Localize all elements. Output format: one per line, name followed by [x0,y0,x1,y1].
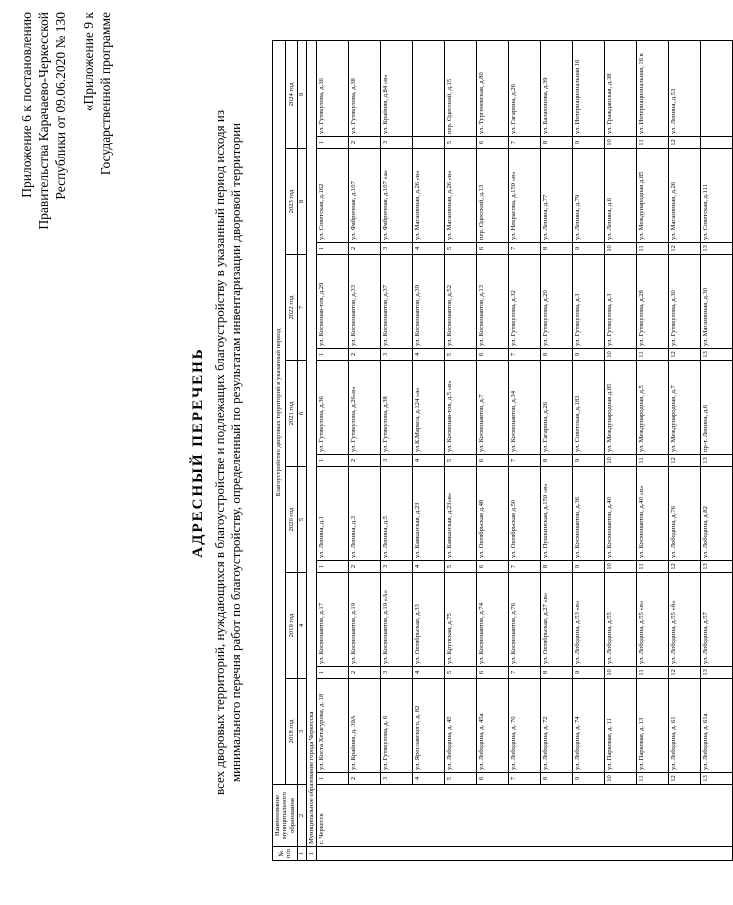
address-cell: ул. Космонавтов, д.13 [477,255,509,349]
item-number: 7 [509,243,541,255]
address-cell: ул. Лободина, д.76 [669,467,701,561]
item-number: 12 [669,349,701,361]
address-cell: ул. Парковая, д. 11 [605,679,637,773]
item-number: 4 [413,667,445,679]
address-cell: ул. Ленина, д.5 [381,467,413,561]
header-year: 2024 год [285,40,298,148]
address-cell: ул. Октябрьская, д.27 «в» [541,573,573,667]
row-number: 1 [306,847,316,861]
item-number: 3 [381,667,413,679]
table-row [541,40,573,860]
address-cell: ул. Гутякулова, д.32 [509,255,541,349]
address-cell: ул. Ленина, д.6 [605,149,637,243]
address-cell: пер. Одесский, д.15 [445,40,477,136]
address-cell: ул. Магазинная, д.26 [669,149,701,243]
address-cell: ул. Космонавтов, д.40 «в» [637,467,669,561]
address-cell: ул. Космонавтов, д.76 [509,573,541,667]
item-number: 13 [701,561,733,573]
address-cell: ул. Гутякулова, д.26«в» [349,361,381,455]
address-cell: ул. Лободина, д. 61а [701,679,733,773]
address-cell: ул. Космонавтов, д.34 [509,361,541,455]
address-cell: ул. Магазинная, д.30 [701,255,733,349]
address-cell: ул. Международная д.85 [637,149,669,243]
address-cell: ул. Кавказская, д.23«в» [445,467,477,561]
item-number: 8 [541,349,573,361]
item-number: 4 [413,455,445,467]
header-year: 2023 год [285,149,298,255]
address-cell: ул. Космонавтов, д.74 [477,573,509,667]
index-cell: 8 [298,149,306,255]
municipality-row [306,40,316,860]
row-number-empty [317,847,733,861]
address-cell: ул. Ленина, д.79 [573,149,605,243]
address-cell: ул. Лободина, д.57 [701,573,733,667]
address-cell: ул. Октябрьская д.50 [509,467,541,561]
item-number: 3 [381,243,413,255]
item-number: 2 [349,137,381,149]
item-number: 2 [349,773,381,785]
address-cell: ул. Лободина, д.55 «в» [637,573,669,667]
address-cell: ул. Лободина, д. 45 [445,679,477,773]
address-cell: ул. Коста Хетагурова, д. 18 [317,679,349,773]
item-number: 5 [445,667,477,679]
index-cell: 4 [298,573,306,679]
item-number: 3 [381,561,413,573]
header-number: № п/п [273,847,298,861]
address-cell: ул. Космонавтов, д.33 [349,255,381,349]
item-number: 4 [413,349,445,361]
address-cell: ул. Магазинная, д.26 «в» [445,149,477,243]
address-cell: ул. Гутякулова, д.20 [541,255,573,349]
item-number: 6 [477,455,509,467]
address-cell: ул. Международная, д.7 [669,361,701,455]
item-number: 3 [381,773,413,785]
address-cell: ул. Гутякулова, д. 6 [381,679,413,773]
header-line: Приложение 6 к постановлению [19,12,34,198]
table-row [477,40,509,860]
address-cell: ул. Гутякулова, д.28 [637,255,669,349]
table-row [381,40,413,860]
item-number: 11 [637,561,669,573]
address-cell: ул. Лободина, д. 70 [509,679,541,773]
item-number: 8 [541,667,573,679]
item-number: 9 [573,349,605,361]
address-cell: ул. Ленина, д.1 [317,467,349,561]
address-cell: ул. Международная д.85 [605,361,637,455]
item-number: 1 [317,243,349,255]
address-cell: ул. Гутякулова, д.3 [605,255,637,349]
item-number: 10 [605,667,637,679]
address-cell: ул. Лободина, д. 61 [669,679,701,773]
item-number: 13 [701,667,733,679]
address-cell: ул. Гутякулова, д.36 [317,361,349,455]
item-number: 8 [541,137,573,149]
address-cell: ул. Гутякулова, д.38 [349,40,381,136]
decree-header [18,12,69,230]
address-cell: ул. Космонавтов, д.19 [349,573,381,667]
index-cell: 7 [298,255,306,361]
address-cell: ул. Гутякулова, д.3 [573,255,605,349]
item-number: 7 [509,349,541,361]
item-number: 11 [637,667,669,679]
item-number: 11 [637,349,669,361]
address-cell: ул. Космонавтов, д.36 [573,467,605,561]
index-row [298,40,306,860]
address-cell: ул. Октябрьская д.48 [477,467,509,561]
address-cell: ул. Пушкинская, д.159 «в» [541,467,573,561]
address-cell: ул. Октябрьская, д.33 [413,573,445,667]
header-year: 2020 год [285,467,298,573]
table-row [413,40,445,860]
item-number: 8 [541,773,573,785]
item-number: 10 [605,137,637,149]
address-cell: ул. Тургеневская, д.80 [477,40,509,136]
address-table [272,40,733,861]
item-number: 7 [509,773,541,785]
address-cell: ул. Гражданская, д.38 [605,40,637,136]
address-cell: ул. Лободина, д. 45а [477,679,509,773]
address-cell: ул. Лободина, д. 72 [541,679,573,773]
header-row [273,40,286,860]
header-line: «Приложение 9 к [81,12,96,112]
address-cell: ул. Космонав-тов, д.5 «в» [445,361,477,455]
item-number: 9 [573,667,605,679]
address-cell: ул. Лободина, д.53 «в» [573,573,605,667]
document-title: АДРЕСНЫЙ ПЕРЕЧЕНЬ [190,347,206,558]
item-number: 10 [605,349,637,361]
item-number: 3 [381,455,413,467]
address-cell: ул. Фабричная, д.107 «а» [381,149,413,243]
item-number: 8 [541,243,573,255]
address-cell: ул. Лободина, д.82 [701,467,733,561]
address-cell: ул. Космонавтов, д.37 [381,255,413,349]
address-cell: ул. Парковая, д. 13 [637,679,669,773]
address-cell: ул. Ленина, д.53 [669,40,701,136]
year-row [285,40,298,860]
item-number: 3 [381,137,413,149]
subtitle-line: всех дворовых территорий, нуждающихся в благоустройстве и подлежащих благоустройству в указанный период исходя из [212,110,227,795]
item-number: 3 [381,349,413,361]
item-number: 13 [701,773,733,785]
address-cell: ул. Гагарина, д.26 [509,40,541,136]
item-number: 6 [477,773,509,785]
item-number: 12 [669,137,701,149]
index-cell: 5 [298,467,306,573]
item-number: 7 [509,137,541,149]
document-subtitle [212,40,244,865]
table-row [349,40,381,860]
item-number: 13 [701,455,733,467]
item-number: 5 [445,243,477,255]
address-cell: ул.К.Маркса, д.124 «а» [413,361,445,455]
address-cell: ул. Магазинная, д.26 «в» [413,149,445,243]
address-cell: ул. Космонавтов, д.40 [605,467,637,561]
index-cell: 9 [298,40,306,148]
item-number: 9 [573,455,605,467]
item-number: 12 [669,561,701,573]
header-year: 2019 год [285,573,298,679]
item-number: 12 [669,773,701,785]
item-number: 13 [701,243,733,255]
item-number: 1 [317,561,349,573]
item-number: 8 [541,561,573,573]
item-number: 10 [605,561,637,573]
address-cell: ул. Космонавтов, д.17 [317,573,349,667]
item-number: 1 [317,349,349,361]
address-cell: ул. Лободина, д. 74 [573,679,605,773]
index-cell: 6 [298,361,306,467]
address-cell: ул. Гутякулова, д.30 [669,255,701,349]
item-number: 6 [477,243,509,255]
item-number: 6 [477,667,509,679]
item-number: 6 [477,137,509,149]
item-number: 6 [477,349,509,361]
item-number: 1 [317,455,349,467]
header-line: Правительства Карачаево-Черкесской [36,12,51,230]
table-row [605,40,637,860]
item-number: 11 [637,455,669,467]
item-number [413,137,445,149]
address-cell: ул. Гутякулова, д.38 [381,361,413,455]
item-number: 9 [573,773,605,785]
address-cell: ул. Космонавтов, д.39 [413,255,445,349]
address-cell: ул. Крупская, д.75 [445,573,477,667]
address-cell: пр-т. Ленина, д.6 [701,361,733,455]
table-row [317,40,349,860]
table-row [509,40,541,860]
item-number: 11 [637,137,669,149]
address-cell: ул. Некрасова, д.159 «в» [509,149,541,243]
item-number: 11 [637,243,669,255]
address-cell [413,40,445,136]
address-cell: ул. Международная, д.5 [637,361,669,455]
item-number: 12 [669,667,701,679]
address-cell: ул. Космонавтов, д.19 «А» [381,573,413,667]
address-cell: ул. Крайняя, д.84 «в» [381,40,413,136]
item-number: 10 [605,455,637,467]
item-number: 5 [445,349,477,361]
item-number: 11 [637,773,669,785]
index-cell: 1 [298,847,306,861]
item-number: 9 [573,561,605,573]
program-header [80,12,114,175]
header-municipality: Наименование муниципального образования [273,785,298,847]
header-year: 2018 год [285,679,298,785]
table-row [669,40,701,860]
address-cell: ул. Советская, д.183 [573,361,605,455]
subtitle-line: минимального перечня работ по благоустройству, определенный по результатам инвентаризации дворовой территории [228,122,243,783]
item-number: 2 [349,561,381,573]
item-number: 13 [701,349,733,361]
item-number: 10 [605,243,637,255]
item-number: 5 [445,773,477,785]
item-number: 2 [349,243,381,255]
table-row [637,40,669,860]
item-number: 4 [413,243,445,255]
item-number: 7 [509,667,541,679]
item-number: 5 [445,455,477,467]
address-cell: ул. Ленина, д.77 [541,149,573,243]
address-cell: ул. Советская, д.162 [317,149,349,243]
item-number: 7 [509,455,541,467]
address-cell: ул. Гутякулова, д.36 [317,40,349,136]
item-number: 2 [349,455,381,467]
address-cell: ул. Советская, д.111 [701,149,733,243]
item-number: 6 [477,561,509,573]
table-row [573,40,605,860]
index-cell: 3 [298,679,306,785]
item-number: 8 [541,455,573,467]
address-cell: ул. Ленина, д.3 [349,467,381,561]
table-row [445,40,477,860]
item-number: 1 [317,667,349,679]
item-number: 2 [349,667,381,679]
address-cell: ул. Космонавтов, д.52 [445,255,477,349]
item-number: 12 [669,455,701,467]
header-line: Республики от 09.06.2020 № 130 [53,12,68,200]
item-number: 7 [509,561,541,573]
address-cell: ул. Лободина, д.55 «б» [669,573,701,667]
item-number: 4 [413,561,445,573]
item-number: 9 [573,137,605,149]
header-group: Благоустройство дворовых территорий в указанный период [273,40,286,784]
address-cell: ул. Интернациональная, 16 в [637,40,669,136]
item-number: 1 [317,137,349,149]
index-cell: 2 [298,785,306,847]
item-number: 12 [669,243,701,255]
item-number: 9 [573,243,605,255]
address-cell: ул. Интернациональная 16 [573,40,605,136]
address-cell: ул. Ярославского, д. 82 [413,679,445,773]
table-row [701,40,733,860]
address-cell: ул. Кавказская, д.23 [413,467,445,561]
address-cell: ул. Лободина, д.55 [605,573,637,667]
address-cell: пер. Одесский, д.13 [477,149,509,243]
address-cell: ул. Фабричная, д.107 [349,149,381,243]
item-number: 2 [349,349,381,361]
item-number: 1 [317,773,349,785]
address-cell: ул. Космонавтов, д.7 [477,361,509,455]
header-year: 2022 год [285,255,298,361]
header-year: 2021 год [285,361,298,467]
address-cell: ул. Гагарина, д.26 [541,361,573,455]
address-cell: ул. Космонав-тов, д.29 [317,255,349,349]
header-line: Государственной программе [98,12,113,176]
address-cell: ул. Крайняя, д. 39А [349,679,381,773]
city-name: г. Черкесск [317,785,733,847]
address-cell: ул. Балахонова, д.39 [541,40,573,136]
item-number [701,137,733,149]
item-number: 10 [605,773,637,785]
municipality-name: Муниципальное образование города Черкесска [306,40,316,846]
item-number: 5 [445,137,477,149]
address-cell [701,40,733,136]
item-number: 5 [445,561,477,573]
address-rows [317,40,733,860]
item-number: 4 [413,773,445,785]
